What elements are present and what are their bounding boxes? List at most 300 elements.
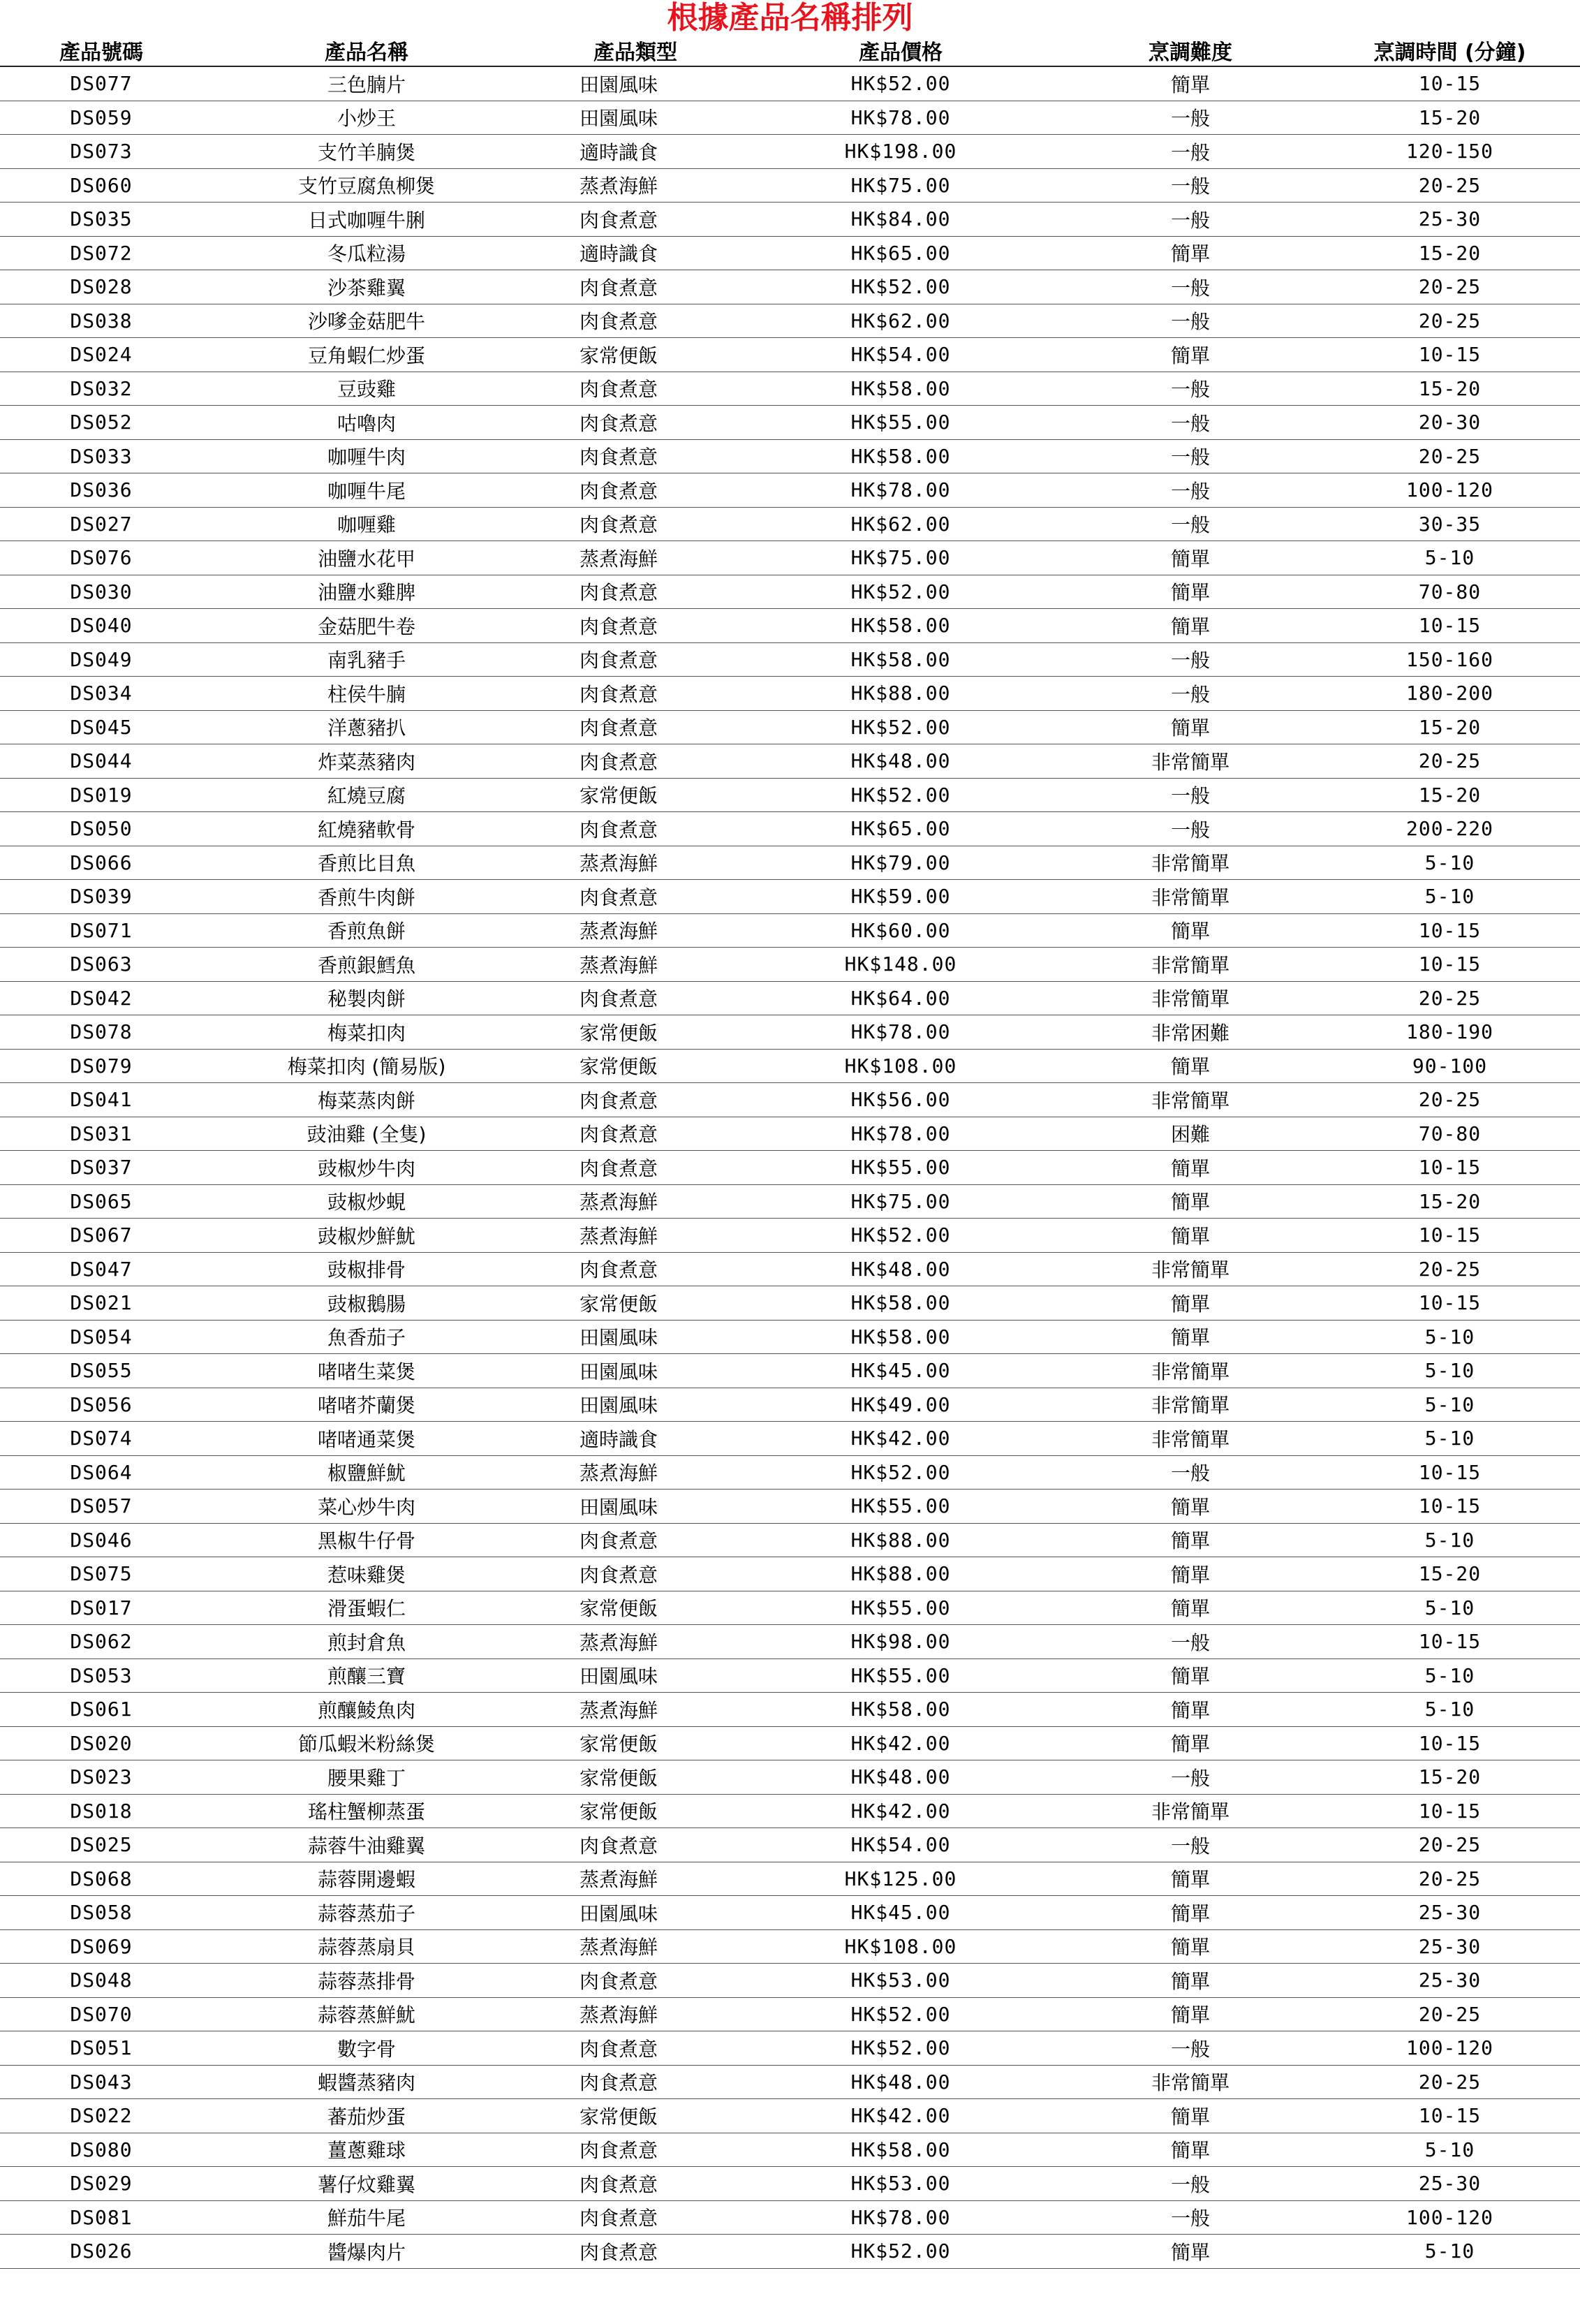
cooking-time-cell: 20-25 [1320, 1997, 1580, 2031]
cooking-time-cell: 15-20 [1320, 101, 1580, 135]
cooking-time-cell: 10-15 [1320, 1151, 1580, 1185]
cooking-time-cell: 5-10 [1320, 1591, 1580, 1625]
product-price-cell: HK$108.00 [740, 1929, 1061, 1964]
cooking-time-cell: 25-30 [1320, 1964, 1580, 1998]
cooking-time-cell: 20-25 [1320, 439, 1580, 473]
difficulty-cell: 簡單 [1061, 541, 1320, 575]
product-name-cell: 滑蛋蝦仁 [202, 1591, 531, 1625]
cooking-time-cell: 25-30 [1320, 1929, 1580, 1964]
product-name-cell: 啫啫芥蘭煲 [202, 1388, 531, 1422]
table-row [0, 2235, 1580, 2269]
product-code-cell: DS048 [0, 1964, 202, 1998]
product-price-cell: HK$55.00 [740, 1151, 1061, 1185]
difficulty-cell: 簡單 [1061, 1320, 1320, 1354]
product-code-cell: DS034 [0, 677, 202, 711]
product-code-cell: DS021 [0, 1286, 202, 1321]
product-code-cell: DS061 [0, 1693, 202, 1727]
difficulty-cell: 簡單 [1061, 1896, 1320, 1930]
product-price-cell: HK$78.00 [740, 1117, 1061, 1151]
cooking-time-cell: 10-15 [1320, 1726, 1580, 1760]
product-type-cell: 肉食煮意 [531, 203, 740, 237]
product-code-cell: DS076 [0, 541, 202, 575]
cooking-time-cell: 25-30 [1320, 2167, 1580, 2201]
product-price-cell: HK$75.00 [740, 1184, 1061, 1219]
cooking-time-cell: 5-10 [1320, 1523, 1580, 1557]
product-type-cell: 家常便飯 [531, 1049, 740, 1083]
table-row [0, 880, 1580, 914]
table-row [0, 2133, 1580, 2167]
difficulty-cell: 簡單 [1061, 338, 1320, 372]
table-row [0, 473, 1580, 508]
product-type-cell: 肉食煮意 [531, 981, 740, 1015]
cooking-time-cell: 10-15 [1320, 338, 1580, 372]
difficulty-cell: 簡單 [1061, 1184, 1320, 1219]
product-name-cell: 紅燒豆腐 [202, 778, 531, 812]
product-name-cell: 黑椒牛仔骨 [202, 1523, 531, 1557]
product-type-cell: 肉食煮意 [531, 710, 740, 744]
product-code-cell: DS025 [0, 1828, 202, 1862]
product-code-cell: DS032 [0, 372, 202, 406]
product-price-cell: HK$52.00 [740, 1219, 1061, 1253]
cooking-time-cell: 10-15 [1320, 1455, 1580, 1490]
product-name-cell: 沙嗲金菇肥牛 [202, 304, 531, 338]
product-name-cell: 椒鹽鮮魷 [202, 1455, 531, 1490]
difficulty-cell: 一般 [1061, 677, 1320, 711]
difficulty-cell: 一般 [1061, 507, 1320, 541]
table-row [0, 1929, 1580, 1964]
table-row [0, 1862, 1580, 1896]
difficulty-cell: 一般 [1061, 101, 1320, 135]
product-price-cell: HK$48.00 [740, 1760, 1061, 1795]
table-row [0, 1896, 1580, 1930]
difficulty-cell: 簡單 [1061, 1862, 1320, 1896]
product-type-cell: 肉食煮意 [531, 2235, 740, 2269]
cooking-time-cell: 25-30 [1320, 203, 1580, 237]
table-row [0, 812, 1580, 846]
product-price-cell: HK$45.00 [740, 1896, 1061, 1930]
cooking-time-cell: 70-80 [1320, 1117, 1580, 1151]
table-row [0, 642, 1580, 677]
table-row [0, 2099, 1580, 2133]
product-type-cell: 肉食煮意 [531, 1252, 740, 1286]
product-name-cell: 煎封倉魚 [202, 1625, 531, 1659]
product-code-cell: DS067 [0, 1219, 202, 1253]
product-code-cell: DS040 [0, 609, 202, 643]
product-code-cell: DS063 [0, 948, 202, 982]
cooking-time-cell: 20-25 [1320, 168, 1580, 203]
difficulty-cell: 簡單 [1061, 1726, 1320, 1760]
product-code-cell: DS065 [0, 1184, 202, 1219]
cooking-time-cell: 20-25 [1320, 304, 1580, 338]
product-name-cell: 蒜蓉蒸排骨 [202, 1964, 531, 1998]
product-name-cell: 紅燒豬軟骨 [202, 812, 531, 846]
table-row [0, 135, 1580, 169]
cooking-time-cell: 100-120 [1320, 2031, 1580, 2066]
difficulty-cell: 簡單 [1061, 66, 1320, 101]
product-price-cell: HK$53.00 [740, 2167, 1061, 2201]
cooking-time-cell: 10-15 [1320, 1286, 1580, 1321]
product-type-cell: 適時識食 [531, 135, 740, 169]
product-name-cell: 鮮茄牛尾 [202, 2200, 531, 2235]
difficulty-cell: 一般 [1061, 473, 1320, 508]
product-code-cell: DS075 [0, 1557, 202, 1591]
product-price-cell: HK$48.00 [740, 1252, 1061, 1286]
cooking-time-cell: 15-20 [1320, 236, 1580, 270]
product-type-cell: 肉食煮意 [531, 2133, 740, 2167]
product-name-cell: 秘製肉餅 [202, 981, 531, 1015]
product-name-cell: 支竹羊腩煲 [202, 135, 531, 169]
difficulty-cell: 非常簡單 [1061, 1354, 1320, 1388]
product-type-cell: 肉食煮意 [531, 880, 740, 914]
table-row [0, 710, 1580, 744]
product-type-cell: 田園風味 [531, 1896, 740, 1930]
cooking-time-cell: 10-15 [1320, 1219, 1580, 1253]
product-price-cell: HK$108.00 [740, 1049, 1061, 1083]
table-row [0, 338, 1580, 372]
product-type-cell: 蒸煮海鮮 [531, 1929, 740, 1964]
product-name-cell: 梅菜扣肉 (簡易版) [202, 1049, 531, 1083]
product-name-cell: 豆豉雞 [202, 372, 531, 406]
product-type-cell: 家常便飯 [531, 1726, 740, 1760]
product-type-cell: 適時識食 [531, 236, 740, 270]
cooking-time-cell: 5-10 [1320, 1422, 1580, 1456]
product-name-cell: 啫啫生菜煲 [202, 1354, 531, 1388]
product-type-cell: 家常便飯 [531, 1015, 740, 1050]
difficulty-cell: 非常簡單 [1061, 948, 1320, 982]
product-name-cell: 數字骨 [202, 2031, 531, 2066]
difficulty-cell: 簡單 [1061, 1964, 1320, 1998]
cooking-time-cell: 10-15 [1320, 1625, 1580, 1659]
product-name-cell: 三色腩片 [202, 66, 531, 101]
difficulty-cell: 非常簡單 [1061, 1422, 1320, 1456]
product-name-cell: 梅菜蒸肉餅 [202, 1083, 531, 1117]
difficulty-cell: 簡單 [1061, 2133, 1320, 2167]
product-name-cell: 豉油雞 (全隻) [202, 1117, 531, 1151]
cooking-time-cell: 5-10 [1320, 880, 1580, 914]
product-price-cell: HK$56.00 [740, 1083, 1061, 1117]
product-code-cell: DS068 [0, 1862, 202, 1896]
cooking-time-cell: 90-100 [1320, 1049, 1580, 1083]
product-type-cell: 蒸煮海鮮 [531, 1862, 740, 1896]
difficulty-cell: 簡單 [1061, 1557, 1320, 1591]
product-price-cell: HK$198.00 [740, 135, 1061, 169]
product-name-cell: 蕃茄炒蛋 [202, 2099, 531, 2133]
product-name-cell: 香煎牛肉餅 [202, 880, 531, 914]
header-product-price: 產品價格 [740, 35, 1061, 66]
product-price-cell: HK$48.00 [740, 744, 1061, 779]
cooking-time-cell: 30-35 [1320, 507, 1580, 541]
product-name-cell: 豆角蝦仁炒蛋 [202, 338, 531, 372]
product-type-cell: 蒸煮海鮮 [531, 846, 740, 880]
product-code-cell: DS080 [0, 2133, 202, 2167]
product-price-cell: HK$62.00 [740, 304, 1061, 338]
difficulty-cell: 簡單 [1061, 609, 1320, 643]
table-row [0, 1083, 1580, 1117]
cooking-time-cell: 20-30 [1320, 406, 1580, 440]
product-table [0, 35, 1580, 2269]
cooking-time-cell: 25-30 [1320, 1896, 1580, 1930]
cooking-time-cell: 5-10 [1320, 2235, 1580, 2269]
product-type-cell: 家常便飯 [531, 338, 740, 372]
product-type-cell: 蒸煮海鮮 [531, 913, 740, 948]
difficulty-cell: 非常困難 [1061, 1015, 1320, 1050]
product-code-cell: DS081 [0, 2200, 202, 2235]
difficulty-cell: 困難 [1061, 1117, 1320, 1151]
product-price-cell: HK$52.00 [740, 778, 1061, 812]
product-type-cell: 蒸煮海鮮 [531, 168, 740, 203]
product-name-cell: 薯仔炆雞翼 [202, 2167, 531, 2201]
product-name-cell: 醬爆肉片 [202, 2235, 531, 2269]
product-type-cell: 肉食煮意 [531, 1083, 740, 1117]
product-code-cell: DS052 [0, 406, 202, 440]
product-price-cell: HK$55.00 [740, 1659, 1061, 1693]
product-name-cell: 沙茶雞翼 [202, 270, 531, 304]
product-price-cell: HK$42.00 [740, 2099, 1061, 2133]
table-body [0, 66, 1580, 2268]
product-price-cell: HK$42.00 [740, 1422, 1061, 1456]
table-row [0, 1015, 1580, 1050]
product-name-cell: 豉椒排骨 [202, 1252, 531, 1286]
product-name-cell: 柱侯牛腩 [202, 677, 531, 711]
product-name-cell: 薑蔥雞球 [202, 2133, 531, 2167]
product-code-cell: DS028 [0, 270, 202, 304]
cooking-time-cell: 15-20 [1320, 778, 1580, 812]
difficulty-cell: 簡單 [1061, 913, 1320, 948]
table-row [0, 1659, 1580, 1693]
product-name-cell: 香煎魚餅 [202, 913, 531, 948]
product-type-cell: 肉食煮意 [531, 812, 740, 846]
product-code-cell: DS035 [0, 203, 202, 237]
difficulty-cell: 一般 [1061, 1828, 1320, 1862]
product-name-cell: 蒜蓉蒸茄子 [202, 1896, 531, 1930]
difficulty-cell: 一般 [1061, 168, 1320, 203]
product-price-cell: HK$52.00 [740, 270, 1061, 304]
product-price-cell: HK$84.00 [740, 203, 1061, 237]
product-price-cell: HK$78.00 [740, 1015, 1061, 1050]
product-code-cell: DS024 [0, 338, 202, 372]
product-name-cell: 豉椒炒牛肉 [202, 1151, 531, 1185]
table-row [0, 1828, 1580, 1862]
product-price-cell: HK$62.00 [740, 507, 1061, 541]
product-name-cell: 啫啫通菜煲 [202, 1422, 531, 1456]
table-row [0, 203, 1580, 237]
difficulty-cell: 簡單 [1061, 1693, 1320, 1727]
product-code-cell: DS018 [0, 1794, 202, 1828]
cooking-time-cell: 15-20 [1320, 1184, 1580, 1219]
product-type-cell: 田園風味 [531, 1388, 740, 1422]
difficulty-cell: 一般 [1061, 1625, 1320, 1659]
product-price-cell: HK$60.00 [740, 913, 1061, 948]
cooking-time-cell: 5-10 [1320, 846, 1580, 880]
difficulty-cell: 一般 [1061, 2031, 1320, 2066]
product-type-cell: 田園風味 [531, 1490, 740, 1524]
table-row [0, 2200, 1580, 2235]
product-name-cell: 蒜蓉蒸鮮魷 [202, 1997, 531, 2031]
table-row [0, 1760, 1580, 1795]
difficulty-cell: 一般 [1061, 812, 1320, 846]
product-code-cell: DS077 [0, 66, 202, 101]
product-code-cell: DS022 [0, 2099, 202, 2133]
table-row [0, 372, 1580, 406]
product-name-cell: 煎釀三寶 [202, 1659, 531, 1693]
table-row [0, 913, 1580, 948]
product-type-cell: 肉食煮意 [531, 473, 740, 508]
product-type-cell: 蒸煮海鮮 [531, 1219, 740, 1253]
difficulty-cell: 一般 [1061, 439, 1320, 473]
table-row [0, 2031, 1580, 2066]
product-name-cell: 蒜蓉開邊蝦 [202, 1862, 531, 1896]
product-type-cell: 家常便飯 [531, 1794, 740, 1828]
table-row [0, 609, 1580, 643]
cooking-time-cell: 15-20 [1320, 710, 1580, 744]
product-name-cell: 油鹽水雞脾 [202, 575, 531, 609]
product-price-cell: HK$58.00 [740, 642, 1061, 677]
cooking-time-cell: 5-10 [1320, 2133, 1580, 2167]
product-type-cell: 肉食煮意 [531, 2065, 740, 2099]
product-type-cell: 蒸煮海鮮 [531, 1997, 740, 2031]
product-type-cell: 蒸煮海鮮 [531, 948, 740, 982]
product-price-cell: HK$54.00 [740, 338, 1061, 372]
cooking-time-cell: 20-25 [1320, 744, 1580, 779]
cooking-time-cell: 10-15 [1320, 1794, 1580, 1828]
product-price-cell: HK$125.00 [740, 1862, 1061, 1896]
product-code-cell: DS019 [0, 778, 202, 812]
difficulty-cell: 非常簡單 [1061, 1083, 1320, 1117]
product-name-cell: 魚香茄子 [202, 1320, 531, 1354]
product-code-cell: DS050 [0, 812, 202, 846]
cooking-time-cell: 10-15 [1320, 2099, 1580, 2133]
cooking-time-cell: 150-160 [1320, 642, 1580, 677]
table-row [0, 981, 1580, 1015]
product-name-cell: 咖喱牛尾 [202, 473, 531, 508]
table-row [0, 439, 1580, 473]
product-code-cell: DS036 [0, 473, 202, 508]
product-price-cell: HK$78.00 [740, 2200, 1061, 2235]
product-type-cell: 肉食煮意 [531, 575, 740, 609]
table-row [0, 677, 1580, 711]
product-code-cell: DS046 [0, 1523, 202, 1557]
product-price-cell: HK$75.00 [740, 541, 1061, 575]
table-row [0, 168, 1580, 203]
cooking-time-cell: 10-15 [1320, 66, 1580, 101]
product-type-cell: 蒸煮海鮮 [531, 1455, 740, 1490]
difficulty-cell: 簡單 [1061, 1219, 1320, 1253]
difficulty-cell: 一般 [1061, 270, 1320, 304]
product-price-cell: HK$75.00 [740, 168, 1061, 203]
product-price-cell: HK$55.00 [740, 406, 1061, 440]
product-price-cell: HK$42.00 [740, 1794, 1061, 1828]
cooking-time-cell: 5-10 [1320, 1354, 1580, 1388]
product-name-cell: 豉椒鵝腸 [202, 1286, 531, 1321]
product-code-cell: DS038 [0, 304, 202, 338]
product-price-cell: HK$58.00 [740, 372, 1061, 406]
product-type-cell: 田園風味 [531, 66, 740, 101]
cooking-time-cell: 10-15 [1320, 948, 1580, 982]
cooking-time-cell: 180-200 [1320, 677, 1580, 711]
difficulty-cell: 一般 [1061, 2200, 1320, 2235]
table-row [0, 1625, 1580, 1659]
table-row [0, 406, 1580, 440]
product-price-cell: HK$48.00 [740, 2065, 1061, 2099]
table-row [0, 744, 1580, 779]
product-name-cell: 咕嚕肉 [202, 406, 531, 440]
table-row [0, 1726, 1580, 1760]
product-type-cell: 適時識食 [531, 1422, 740, 1456]
product-code-cell: DS017 [0, 1591, 202, 1625]
product-name-cell: 瑤柱蟹柳蒸蛋 [202, 1794, 531, 1828]
product-name-cell: 惹味雞煲 [202, 1557, 531, 1591]
difficulty-cell: 非常簡單 [1061, 880, 1320, 914]
product-type-cell: 田園風味 [531, 1659, 740, 1693]
product-code-cell: DS020 [0, 1726, 202, 1760]
product-price-cell: HK$88.00 [740, 1523, 1061, 1557]
table-row [0, 778, 1580, 812]
product-price-cell: HK$55.00 [740, 1490, 1061, 1524]
product-type-cell: 肉食煮意 [531, 1117, 740, 1151]
product-type-cell: 肉食煮意 [531, 1828, 740, 1862]
product-code-cell: DS023 [0, 1760, 202, 1795]
table-row [0, 1557, 1580, 1591]
cooking-time-cell: 5-10 [1320, 1388, 1580, 1422]
product-type-cell: 田園風味 [531, 101, 740, 135]
product-type-cell: 肉食煮意 [531, 406, 740, 440]
difficulty-cell: 簡單 [1061, 710, 1320, 744]
header-product-type: 產品類型 [531, 35, 740, 66]
product-price-cell: HK$64.00 [740, 981, 1061, 1015]
difficulty-cell: 一般 [1061, 203, 1320, 237]
product-code-cell: DS051 [0, 2031, 202, 2066]
product-price-cell: HK$52.00 [740, 1997, 1061, 2031]
product-price-cell: HK$52.00 [740, 2235, 1061, 2269]
table-row [0, 1117, 1580, 1151]
product-name-cell: 小炒王 [202, 101, 531, 135]
table-row [0, 948, 1580, 982]
table-row [0, 1422, 1580, 1456]
product-name-cell: 豉椒炒蜆 [202, 1184, 531, 1219]
product-type-cell: 肉食煮意 [531, 642, 740, 677]
product-type-cell: 田園風味 [531, 1320, 740, 1354]
product-type-cell: 肉食煮意 [531, 1523, 740, 1557]
product-code-cell: DS079 [0, 1049, 202, 1083]
difficulty-cell: 一般 [1061, 372, 1320, 406]
product-name-cell: 洋蔥豬扒 [202, 710, 531, 744]
product-name-cell: 蒜蓉蒸扇貝 [202, 1929, 531, 1964]
product-name-cell: 菜心炒牛肉 [202, 1490, 531, 1524]
product-name-cell: 蝦醬蒸豬肉 [202, 2065, 531, 2099]
product-code-cell: DS026 [0, 2235, 202, 2269]
product-name-cell: 南乳豬手 [202, 642, 531, 677]
product-price-cell: HK$52.00 [740, 2031, 1061, 2066]
product-code-cell: DS072 [0, 236, 202, 270]
table-row [0, 1219, 1580, 1253]
page-title: 根據產品名稱排列 [667, 0, 913, 36]
product-price-cell: HK$58.00 [740, 2133, 1061, 2167]
cooking-time-cell: 20-25 [1320, 1828, 1580, 1862]
difficulty-cell: 一般 [1061, 778, 1320, 812]
product-price-cell: HK$148.00 [740, 948, 1061, 982]
difficulty-cell: 非常簡單 [1061, 744, 1320, 779]
product-price-cell: HK$55.00 [740, 1591, 1061, 1625]
difficulty-cell: 簡單 [1061, 1591, 1320, 1625]
difficulty-cell: 簡單 [1061, 2235, 1320, 2269]
product-code-cell: DS054 [0, 1320, 202, 1354]
table-row [0, 270, 1580, 304]
product-type-cell: 肉食煮意 [531, 439, 740, 473]
table-row [0, 1997, 1580, 2031]
product-code-cell: DS031 [0, 1117, 202, 1151]
cooking-time-cell: 20-25 [1320, 2065, 1580, 2099]
product-price-cell: HK$42.00 [740, 1726, 1061, 1760]
